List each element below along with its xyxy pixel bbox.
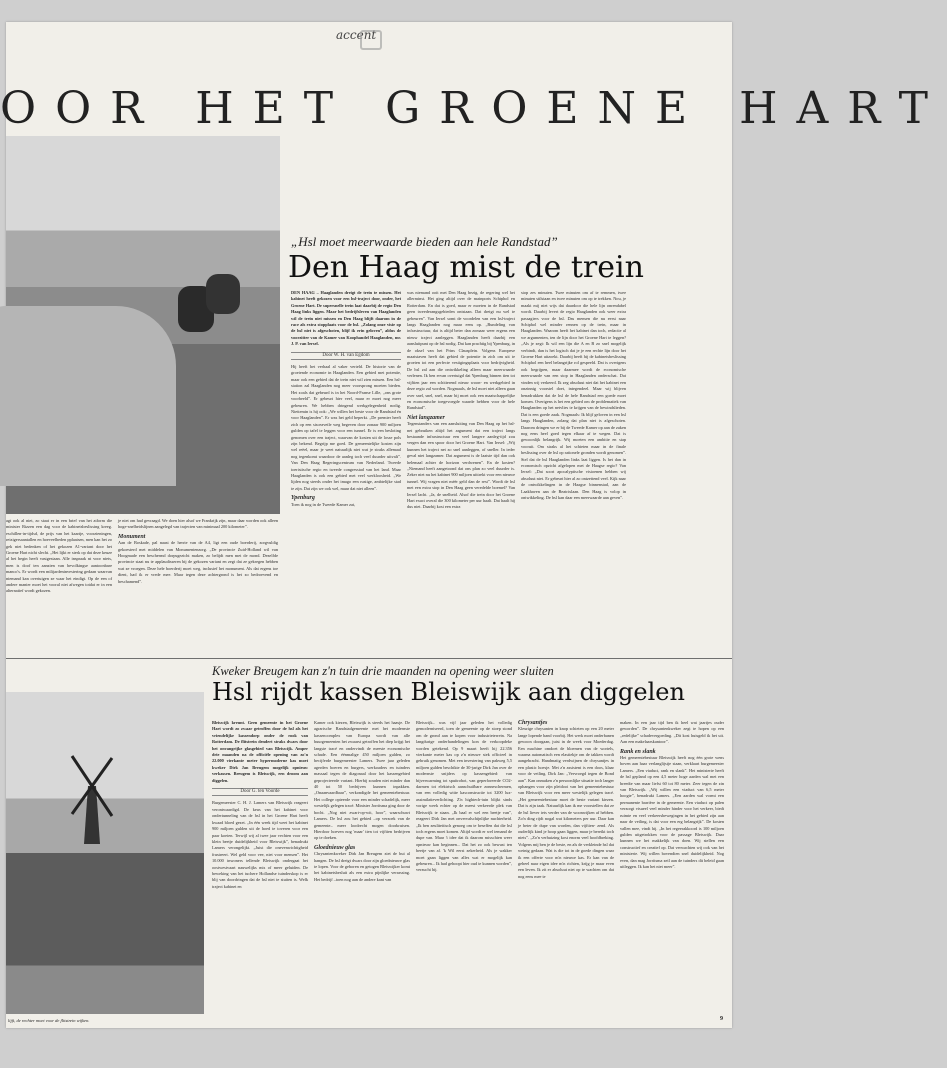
section-divider [6, 658, 732, 659]
subhead-niet-langzamer: Niet langzamer [407, 414, 445, 421]
windmill-icon [72, 746, 112, 844]
story2-lead: Bleiswijk kreunt. Geen gemeente in het Groene Hart wordt zo zwaar getroffen door de hsl als het vriendelijke kassendorp onder de rook van Rotterdam. De flitstrein dendert straks dwars door het onvangrijke glasgebied van Bleiswijk. Amper drie maanden na de officiële opening van zo'n 22.000 vierkante meter hypermoderne kas moet kweker Dirk Jan Breugem mogelijk opnieuw verkassen. Breugem is Bleiswijk, een droom aan diggelen. [212, 720, 308, 783]
subhead-ypenburg: Ypenburg [291, 495, 315, 502]
story1-kicker: „Hsl moet meerwaarde bieden aan hele Randstad” [291, 234, 558, 249]
page-number: 9 [720, 1016, 723, 1022]
car-shape [0, 306, 176, 486]
page-banner: OOR HET GROENE HART [0, 83, 947, 134]
story1-lead: DEN HAAG – Haaglanden dreigt de trein te missen. Het kabinet heeft gekozen voor een hsl-traject door, onder, het Groene Hart. De supersnelle trein laat daarbij de regio Den Haag links liggen. Maar het bedrijfsleven van Haaglanden wil de trein niet missen en Den Haag blijft daarom in de race als extra stopplaats voor de hsl. „Zolang onze visie op de hsl niet is afgeschoten, blijf ik erin geloven”, aldus de voorzitter van de Kamer van Koophandel Haaglanden, mr. J. P. van Iersel. [291, 290, 401, 347]
story1-column-3: stop zes minuten. Twee minuten om af te remmen, twee minuten stilstaan en twee minuten om op te trekken. Nou, je maakt mij niet wijs dat daardoor die hele lijn onrendabel wordt. Daarbij levert de regio Haaglanden ook weer extra passagiers voor de hsl. Das mensen die nu eerst naar Schiphol wel minder rennen op de trein, maar in Haaglanden. Waarom heeft het kabinet dan toch, redactie al we argumenten, ten de lijn door het Groene Hart te leggen? „Als je zegt: Ik wil een lijn die A en B zo snel mogelijk verbindt, dan is het logisch dat je je een rechte lijn door het Groene Hart uitzoekt. Daarbij heeft hij de kabinetsbeslissing Schiphol een heel belangrijke rol gespeeld. Dat is overigens ook begrijpen, maar daarmee wordt de economische meerwaarde van een stop in Haaglanden onderschat. Dat vinden wij verkeerd. Ik zeg absoluut niet dat het kabinet een onzinnig voorstel doet, integendeel. Maar wij blijven benadrukken dat de hsl de hele Randstad een goede moet komen. Overigens is het een gebied om de problematiek van Haaglanden op het netvlies te krijgen van de bewindslieden. Dat is een goede zaak. Nogmaals: Ik blijf geloven in een hsl langs Haaglanden, zolang dat plan niet is afgeschoten. Daarom dringen we er bij de Tweede Kamer op aan de zaken nog eens heel goed tegen elkaar af te wegen. Dat is gewoonlijk belangrijk. Wij moeten een ambitie en stap vooruit. Om straks al het schieten maar in de finale beslissing over de hsl op rationele gronden wordt genomen”. Stel dat de hsl Haaglanden links laat liggen. Is het dan in economisch opzicht afgelopen met de Haagse regio? Van Iersel: „Dat soort apocalyptische visioenen hebben wij absoluut niet. Er gebeurt hier al zo ontzettend veel. Kijk naar de ontwikkelingen in de Haagse binnenstad, aan de Laakhaven aan de Beatrixlaan. Den Haag is volop in ontwikkeling. De hsl kan daar een meerwaarde aan geven”. [521, 290, 626, 500]
photo-caption: lijft, de rechter moet voor de flitstrein wijken. [8, 1018, 90, 1023]
story2-headline: Hsl rijdt kassen Bleiswijk aan diggelen [212, 678, 685, 706]
meadow-photo [6, 136, 280, 514]
story1-byline: Door W. H. van Egdom [291, 352, 401, 360]
story2-byline: Door G. ten Voorde [212, 788, 308, 796]
story1-column-2: was niemand ooit met Den Haag bezig, de regering wel het allerminst. Het ging altijd over de mainports Schiphol en Rotterdam. En dat is goed, maar er moeten in de Randstad geen tweederangsgebieden ontstaan. Dat dreigt nu wel te gebeuren”. Van Iersel somt de voordelen van een hsl-traject langs Haaglanden nog maar eens op. „Bundeling van infrastructuur, dat is altijd beter dan zomaar weer ergens een nieuw traject aanleggen. Haaglanden heeft daarbij een aansluitpunt op de hsl nodig. Dat kan prachtig bij Ypenburg, in de oksel van het Prins Clausplein. Volgens Europese maatstaven heeft dat gebied de potentie in zich om uit te groeien tot een perfecte vestigingsplaats voor bedrijvigheid. De hsl zal aan die ontwikkeling alleen maar meerwaarde verlenen. Ik ben ervan overtuigd dat Ypenburg binnen tien tot vijftien jaar een schitterend nieuw woon- en werkgebied in deze regio zal worden. Nogmaals, de hsl moet niet alleen gaan over snel, snel, snel, maar bij moet ook een maatschappelijke en economische toegevoegde waarde hebben voor de hele Randstad”. Niet langzamer Tegenstanders van een aansluiting van Den Haag op het hsl-net gebruiken altijd het argument dat een traject langs bestaande infrastructuur een veel langere aanleg-tijd zou vergen dan een spoor door het Groene Hart. Van Iersel: „Wij kunnen het traject net zo snel aanleggen, of sneller. In ieder geval niet langzamer. Dat argument is de laatste tijd dan ook helemaal achter de horizon verdwenen”. En de kosten? „Niemand heeft aangetoond dat ons plan zo veel duurder is. Zeker niet nu het kabinet 900 miljoen uittrekt voor een nieuwe tunnel. Wij vragen niet méér geld dan de rest”. Wordt de hsl met een extra stop in Den Haag geen veredelde boemel? Van Iersel lacht. „Ja, de snelheid. Alsof die trein door het Groene Hart exact overal die 300 kilometer per uur haalt. Dat haalt hij dus niet. Daarbij kost een extra [407, 290, 515, 510]
newspaper-page [0, 22, 947, 1028]
story2-column-1: Bleiswijk kreunt. Geen gemeente in het Groene Hart wordt zo zwaar getroffen door de hsl als het vriendelijke kassendorp onder de rook van Rotterdam. De flitstrein dendert straks dwars door het onvangrijke glasgebied van Bleiswijk. Amper drie maanden na de officiële opening van zo'n 22.000 vierkante meter hypermoderne kas moet kweker Dirk Jan Breugem mogelijk opnieuw verkassen. Breugem is Bleiswijk, een droom aan diggelen. Door G. ten Voorde Burgemeester C. H. J. Lamers van Bleiswijk reageert verontwaardigd. De keus van het kabinet voor ondertunneling van de hsl in het Groene Hart heeft kwaad bloed gezet. „In één week tijd weet het kabinet 900 miljoen gulden uit de hoed te toveren voor een paar koeien. Terwijl wij al twee jaar vechten voor een klein beetje duidelijkheid voor Bleiswijk”, benadrukt Lamers verongelijkt. „Juist die onevenwichtigheid frustreert. Wel geld voor vee, niet voor mensen”. Het 10.000 inwoners tellende Bleiswijk ondergaat het oostwestvaart nauwelijks mis of meer geluiden. De beweking van het tuchere Hollandse tuinderskop is er blij van doordringen dat de hsl niet te stuiten is. Welk traject kabinet en [212, 720, 308, 889]
story2-column-2: Kamer ook kiezen, Bleiswijk is steeds het haasje. De agrarische Randstadgemeente met het modernste kassencomplex van Europa wordt van alle buurgemeenten het zwaarst getroffen het diep krijgt het langste tracé en ondervindt de meeste economische schade. Een éénmalige 450 miljoen gulden, zo becijferde burgemeester Lamers. Twee jaar geleden agerden boeren en burgers, werkoaders en tuinders massaal tegen de diagonaal door het kassengebied geprojecteerde variant. Hierbij zouden niet minder dan 40 tot 50 bedrijven kunnen inpakken. „Onaanvaardbaar”, verkondigde het gemeentebestuur. Het college opteerde voor een minder schadelijk, meer westelijk gelegen tracé. Minister Jorritsma ging door de bocht. „Nog niet zwart-op-wit, hoor”, waarschuwt Lamers. De hsl zou het gebied –op verzoek van de gemeente– meer loodrecht mogen doorkruisen. Hierdoor hoeven nog 'maar' tien tot vijftien bedrijven op te doeken. Gloednieuw glas Chrysantenkweker Dirk Jan Breugem ziet de bui al hangen. De hsl dreigt dwars door zijn gloednieuwe glas te lopen. Voor de geboren en getogen Bleiswijker komt het kabinetsbesluit als een extra pijnlijke verrassing. Het bedrijf –toen nog aan de andere kant van [314, 720, 410, 882]
story2-column-5: maken. In een jaar tijd ben ik heel wat jaartjes ouder geworden”. De chrysantenkweker zegt te hopen op een „redelijke” schadevergoeding. „Dit kost huisgeld ik het uit. Aan een makelaarskantoor”. Rank en slank Het gemeentebestuur Bleiswijk heeft nog één grote wens boven aan haar verlanglijstje staan, verklaart burgemeester Lamers. „Een viaduct, rank en slank”. Het ministerie heeft de hsl gepland op een 4,5 meter hoge aarden wal met een breedte van maar liefst 60 tot 80 meter. Zeer tegen de zin van Bleiswijk. „Wij willen een viaduct van 6,5 meter hoogte”, benadrukt Lamers. „Een aarden wal vormt een permanente barrière in de gemeente. Een viaduct op palen verzorgt visueel veel minder hinder voor het verkeer, biedt ruimte en veel verkeersbewegingen in het gebied zijn aan naar de veiling, is dat voor een erg belangrijk”. De kosten vallen mee, vindt hij. „In het regeerakkoord is 100 miljoen gulden uitgetrokken voor de passage Bleiswijk. Daar kunnen we het makkelijk van doen. Wij stellen een constructief en creatief op. Dat verwachten wij ook van het ministerie. Wij willen bovendien snel duidelijkheid. Nog even, dan mag Jorritsma zeil aan de tuinders dit beleid gaan uitleggen. Ik kan het niet meer”. [620, 720, 724, 869]
subhead-gloednieuw-glas: Gloednieuw glas [314, 844, 356, 851]
left-column-2: je niet om had gevraagd. We doen hier alsof we Frankrijk zijn, maar daar worden ook alleen hoge-snelheidslijnen aangelegd van trajecten van minimaal 200 kilometer”. Monument Aan de Boskade, pal naast de herrie van de A4, ligt een oude boerderij, zorgvuldig gekoesterd met middelen van Monumentenzorg. „De provincie Zuid-Holland wil van Hoogmade een beschermd dorpsgezicht maken, zo belijdt men met de mond. Dezelfde provincie staat nu te applaudisseren bij de gekozen variant en zegt dat ze gekregen hebben wat ze vroegen. Deze hele boerderij moet weg, inclusief het monument. Als dat ergens toe dient, had ik er vrede mee. Maar tegen deze achtergrond is het zo bedroevend en beschamend”. [118, 518, 278, 584]
windmill-photo [6, 692, 204, 1014]
story1-column-1: DEN HAAG – Haaglanden dreigt de trein te missen. Het kabinet heeft gekozen voor een hsl-traject door, onder, het Groene Hart. De supersnelle trein laat daarbij de regio Den Haag links liggen. Maar het bedrijfsleven van Haaglanden wil de trein niet missen en Den Haag blijft daarom in de race als extra stopplaats voor de hsl. „Zolang onze visie op de hsl niet is afgeschoten, blijf ik erin geloven”, aldus de voorzitter van de Kamer van Koophandel Haaglanden, mr. J. P. van Iersel. Door W. H. van Egdom Hij heeft het verhaal al vaker verteld. De historie van de groeiende economie in Haaglanden. Een gebied met potentie, maar ook een gebied dat de trein niet wil zien missen. Een hsl-station zal Haaglanden nog meer voorsprong moeten bieden. Het zoals dat gebeurd is in het Noord-Franse Lille, „ons grote voorbeeld”. Er gebeurt hier veel, maar er moet nog meer gebeuren. We hebben dringend werkgelegenheid nodig. Niettemin is hij ook: „We willen het beste voor de Randstad én voor Haaglanden”. Er was het geld beperkt. „De premier heeft zich op een sisceaveile weg begeven door zonaar 900 miljoen gulden op tafel te leggen voor een tunnel. Er is een besloting genomen over een traject, waarvan de kosten uit de losse pols zijn bekend. Begrijp me goed. De gemeentelijke kosten zijn wel reëel, maar je weet natuurlijk niet wat je straks allemaal nog tegenkomt waardoor de aanleg toch veel duurder uitvalt”. Van Den Haag Regeringscentrum van Nederland. Tweede toeristische regio en tweede congresstad van het land. Maar Haaglanden is ook een gebied met veel werkloosheid. „We lijden nog steeds onder het imago een rustige, ambtelijke stad te zijn. Dat zijn we ook wel, maar dat niet alleen”. Ypenburg Toen ik nog in de Tweede Kamer zat, [291, 290, 401, 507]
story2-column-3: Bleiswijk– was vijf jaar geleden het volledig gemoderniseerd, toen de gemeente op de stoep stond om de grond aan te kopen voor industrieterrein. Na langdurige onderhandelingen kon de verkoopdeke worden getekend. Op 9 maart heeft hij 22.356 vierkante meter kas op z'n nieuwe stek officieel in gebruik genomen. Met een investering van pakweg 5,5 miljoen gulden beschikte de 30-jarige Dirk Jan over de modernste snijders op kassengebied: van bijverwarming tot spuitrobot, van geperforeerde CO2-darmen tot elektrisch aanschuifbare zonneschermen, van een volledig witte kasconstructie tot 3200 lux-assimilatieverlichting. Z'n hightech-tuin blijkt sinds vorige week echter op de meest verkeerde plek van Bleiswijk te staan. „Ik baal er wel een beetje van”, reageert Dirk Jan met onvervalschijnlijke nuchterheid. „Ik ben zeuliteitisch genoeg om te beseffen dat die hsl toch ergens moet komen. Altijd wordt er wel iemand de dupe van. Maar 't idee dat ik daarom misschien weer opnieuw kan beginnen... Dat het zo ook bewust ten beetje van af. 'k Wil eerst zekerheid. Als je wakker moet gaan liggen van alles wat er mogelijk kan gebeuren... Ik had gehoopt hier oud te kunnen worden”, verzucht hij. [416, 720, 512, 873]
subhead-rank-en-slank: Rank en slank [620, 748, 656, 755]
story2-kicker: Kweker Breugem kan z'n tuin drie maanden na opening weer sluiten [212, 664, 554, 678]
left-column-1: agt ook al niet, zo staat er in een brief van het atform die minister Rizzen een dag voor de kabinetsbeslissing kreeg. eschillen-in-tijdsd, de prijs van het kaartje, voorzieningen, reizigersaantallen en hoeveelheden pplaatsen, men kan het zo gek niet bedenken of het gekozen A1-variant door het Groene Hart nicht slecht. „Het lijkt er sterk op dat deze keuze al het begin heeft vastgestaan. Alle inspraak nt voor niets, men is doof ten aanzien van bevolkingse aantoonbare manco's. Er wordt een milijardeninvestering gedaan waarvan niemand kan overtuigen ze waar het eindigt. Op de een of andere manier moet het vooral niet afwegen totdat er in een alternatief wordt gekozen. [6, 518, 112, 594]
story1-headline: Den Haag mist de trein [288, 250, 644, 285]
subhead-monument: Monument [118, 533, 146, 540]
section-logo: accent [336, 28, 376, 42]
cow-shape [206, 274, 240, 314]
story2-column-4: Chrysantjes Kleurige chrysanten in knop schieten op een 20 meter lange lopende band voorbij. Het werk moet onderbanen gewoon doorgaan, juist in de week voor Moederdag. Een machine omdoet de bloemen van de wortels, waarna automatisch een elastiekje om de takken wordt aangebracht. Handmatig verdwijnen de chrysantjes in een plastic hoesje. Met z'n assistent is een doos, klaar voor de veiling. Dirk Jan: „Vervroegd tegen de Bond aan”. Kan onmaken z'n persoonlijke situatie toch langer ophangen voor zijn pleidooi van het gemeentebestuur van Bleiswijk voor een meer westelijk gelegen tracé. „Het gemeentebestuur moet de beste variant kiezen. Dat is zijn taak. Natuurlijk kan ik me voorstellen dat ze de hsl liever iets verder van de woonwijken af hebben. Zo'n ding rijdt nogal wat kilometers per uur. Daar kan je beter de dupe van worden, dan vijftien- zend. Als ouderlijk kind je hoop gaan liggen, maar je bereikt toch niets”. „Zo'n verhuizing kost enorm veel hoofdbreking. Volgens mij ben je de beste, en als de verkleinde hsl dat weinig gedaan. Wat is die tot in de goede dingen waar ik een offerte voor m'n nieuwe kas. Er kan van de geheel naar eigen idee m'n richten, krijg je maar even een leven. Ik zit er absoluut niet op te wachten om dat nog eens mee te [518, 720, 614, 879]
subhead-chrysantjes: Chrysantjes [518, 720, 548, 726]
logo-mark [360, 30, 382, 50]
